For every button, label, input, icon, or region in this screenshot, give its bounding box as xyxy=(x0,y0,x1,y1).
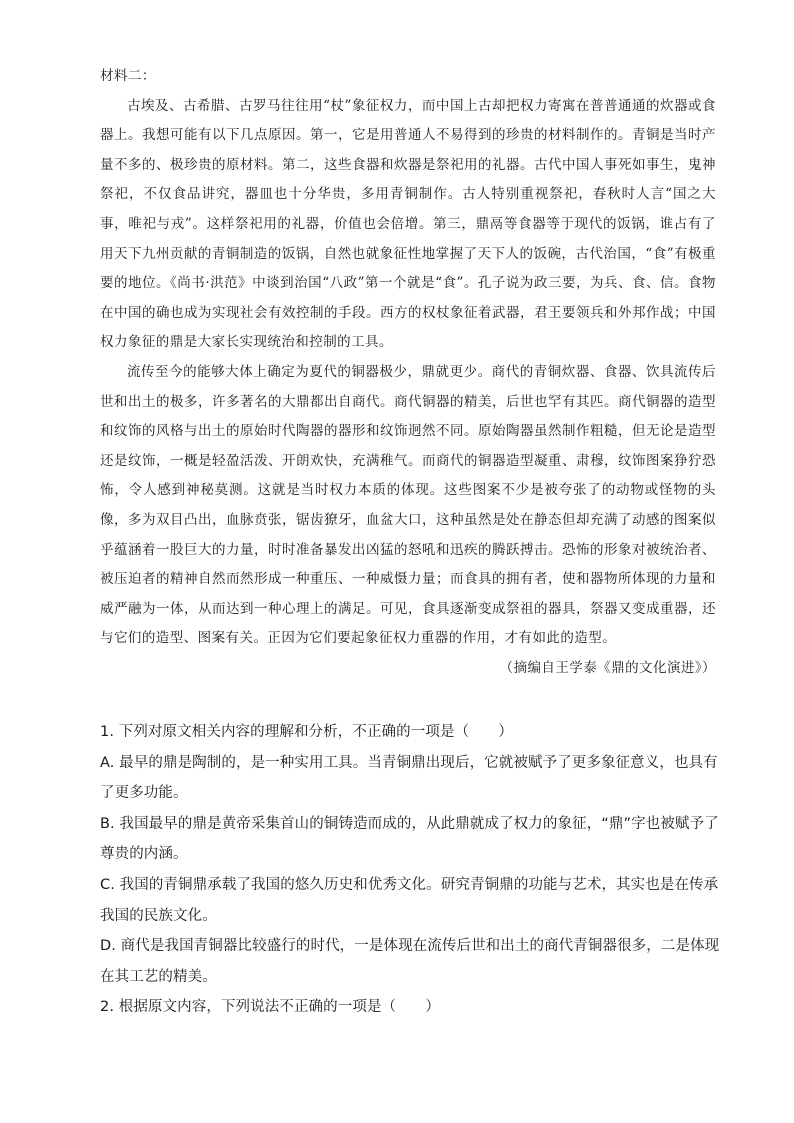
question-1-option-c: C. 我国的青铜鼎承载了我国的悠久历史和优秀文化。研究青铜鼎的功能与艺术，其实也是在传承我国的民族文化。 xyxy=(100,876,719,924)
question-1 xyxy=(100,717,722,992)
material-heading: 材料二： xyxy=(100,68,156,84)
material-source: （摘编自王学泰《鼎的文化演进》） xyxy=(499,659,716,676)
material-paragraph-2: 流传至今的能够大体上确定为夏代的铜器极少，鼎就更少。商代的青铜炊器、食器、饮具流传后世和出土的极多，许多著名的大鼎都出自商代。商代铜器的精美，后世也罕有其匹。商代铜器的造型和纹饰的风格与出土的原始时代陶器的器形和纹饰迥然不同。原始陶器虽然制作粗糙，但无论是造型还是纹饰，一概是轻盈活泼、开朗欢快，充满稚气。而商代的铜器造型凝重、肃穆，纹饰图案狰狞恐怖，令人感到神秘莫测。这就是当时权力本质的体现。这些图案不少是被夸张了的动物或怪物的头像，多为双目凸出，血脉贲张，锯齿獠牙，血盆大口，这种虽然是处在静态但却充满了动感的图案似乎蕴涵着一股巨大的力量，时时准备暴发出凶猛的怒吼和迅疾的腾跃搏击。恐怖的形象对被统治者、被压迫者的精神自然而然形成一种重压、一种威慑力量；而食具的拥有者，使和器物所体现的力量和威严融为一体，从而达到一种心理上的满足。可见，食具逐渐变成祭祖的器具，祭器又变成重器，还与它们的造型、图案有关。正因为它们要起象征权力重器的作用，才有如此的造型。 xyxy=(100,363,716,647)
question-1-stem: 1. 下列对原文相关内容的理解和分析，不正确的一项是（ ） xyxy=(100,724,513,740)
question-1-option-d: D. 商代是我国青铜器比较盛行的时代，一是体现在流传后世和出土的商代青铜器很多，二是体现在其工艺的精美。 xyxy=(100,938,720,985)
material-paragraph-1: 古埃及、古希腊、古罗马往往用“杖”象征权力，而中国上古却把权力寄寓在普普通通的炊器或食器上。我想可能有以下几点原因。第一，它是用普通人不易得到的珍贵的材料制作的。青铜是当时产量不多的、极珍贵的原材料。第二，这些食器和炊器是祭祀用的礼器。古代中国人事死如事生，鬼神祭祀，不仅食品讲究，器皿也十分华贵，多用青铜制作。古人特别重视祭祀，春秋时人言“国之大事，唯祀与戎”。这样祭祀用的礼器，价值也会倍增。第三，鼎鬲等食器等于现代的饭锅，谁占有了用天下九州贡献的青铜制造的饭锅，自然也就象征性地掌握了天下人的饭碗，古代治国，“食”有极重要的地位。《尚书·洪范》中谈到治国“八政”第一个就是“食”。孔子说为政三要，为兵、食、信。食物在中国的确也成为实现社会有效控制的手段。西方的权杖象征着武器，君王要领兵和外邦作战；中国权力象征的鼎是大家长实现统治和控制的工具。 xyxy=(100,97,716,351)
question-section xyxy=(100,717,722,1023)
question-2-stem: 2. 根据原文内容，下列说法不正确的一项是（ ） xyxy=(100,999,440,1016)
reading-material xyxy=(100,62,716,683)
question-2 xyxy=(100,992,722,1023)
question-1-option-a: A. 最早的鼎是陶制的，是一种实用工具。当青铜鼎出现后，它就被赋予了更多象征意义，也具有了更多功能。 xyxy=(100,754,718,802)
question-1-option-b: B. 我国最早的鼎是黄帝采集首山的铜铸造而成的，从此鼎就成了权力的象征，“鼎”字也被赋予了尊贵的内涵。 xyxy=(100,815,719,863)
